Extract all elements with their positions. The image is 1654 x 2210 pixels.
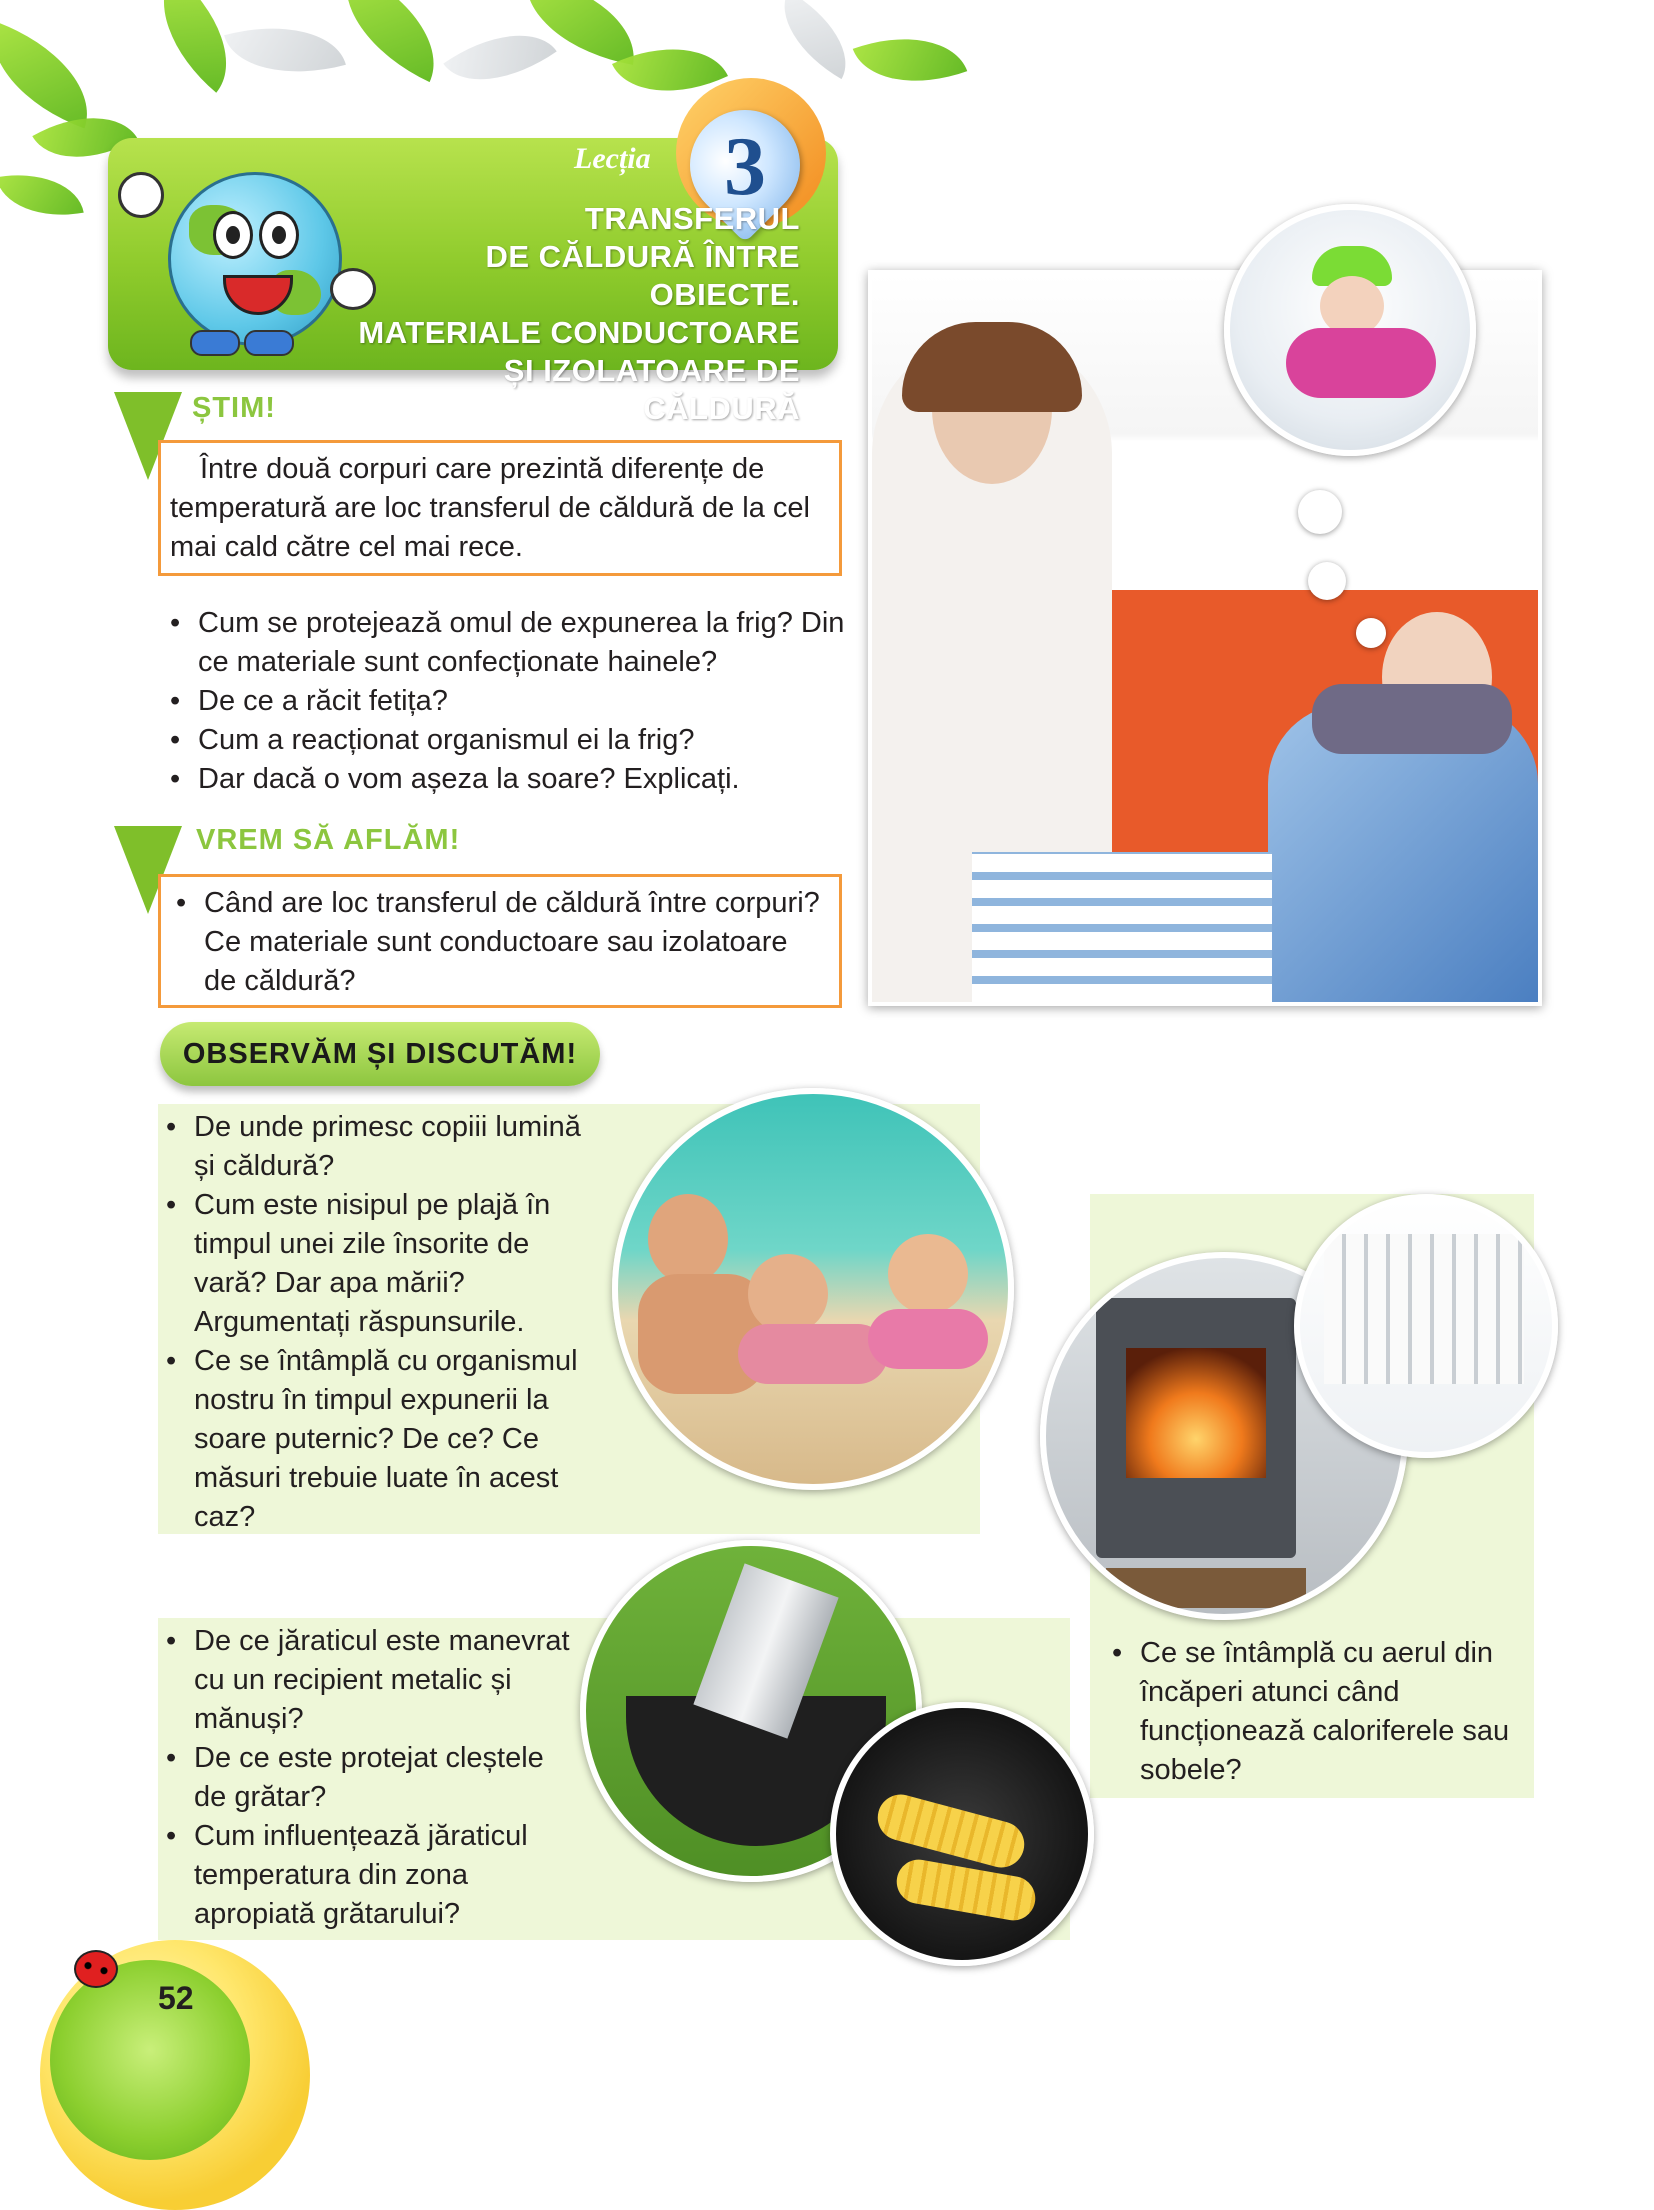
beach-children-photo — [612, 1088, 1014, 1490]
lesson-label: Lecția — [574, 142, 651, 175]
list-item: • Cum este nisipul pe plajă în timpul unei zile însorite de vară? Dar apa mării? Argumentați răspunsurile. — [162, 1186, 582, 1342]
page-number: 52 — [158, 1980, 194, 2016]
list-item: • De ce jăraticul este manevrat cu un recipient metalic și mănuși? — [162, 1622, 582, 1739]
snow-girl-photo — [1224, 204, 1476, 456]
list-item: • Cum a reacționat organismul ei la frig? — [166, 721, 846, 760]
list-item: • De ce a răcit fetița? — [166, 682, 846, 721]
vrem-heading: VREM SĂ AFLĂM! — [196, 824, 461, 856]
heating-questions — [1108, 1634, 1528, 1790]
grilled-corn-photo — [830, 1702, 1094, 1966]
list-item: • Cum influențează jăraticul temperatura din zona apropiată grătarului? — [162, 1817, 582, 1934]
list-item: • De unde primesc copiii lumină și căldură? — [162, 1108, 582, 1186]
beach-questions — [162, 1108, 582, 1537]
observam-heading: OBSERVĂM ȘI DISCUTĂM! — [182, 1038, 578, 1070]
list-item: • Dar dacă o vom așeza la soare? Explicați. — [166, 760, 846, 799]
thought-bubble-1 — [1298, 490, 1342, 534]
mascot-shoe-right — [244, 330, 294, 356]
vrem-list — [172, 884, 822, 1001]
stim-text: Între două corpuri care prezintă diferențe de temperatură are loc transferul de căldură de la cel mai cald către cel mai rece. — [170, 453, 810, 563]
list-item: • De ce este protejat cleștele de grătar? — [162, 1739, 582, 1817]
list-item: • Ce se întâmplă cu aerul din încăperi atunci când funcționează caloriferele sau sobele? — [1108, 1634, 1528, 1790]
thought-bubble-2 — [1308, 562, 1346, 600]
earth-mascot-illustration — [168, 172, 342, 346]
mascot-shoe-left — [190, 330, 240, 356]
list-item: • Cum se protejează omul de expunerea la frig? Din ce materiale sunt confecționate hainele? — [166, 604, 846, 682]
lesson-title: TRANSFERUL DE CĂLDURĂ ÎNTRE OBIECTE. MATERIALE CONDUCTOARE ȘI IZOLATOARE DE CĂLDURĂ — [358, 201, 800, 426]
stim-heading: ȘTIM! — [192, 392, 276, 424]
mascot-hand-left — [118, 172, 164, 218]
list-item: • Când are loc transferul de căldură între corpuri? Ce materiale sunt conductoare sau izolatoare de căldură? — [172, 884, 822, 1001]
questions-list — [166, 604, 846, 799]
mascot-hand-right — [330, 268, 376, 310]
thought-bubble-3 — [1356, 618, 1386, 648]
grill-questions — [162, 1622, 582, 1934]
lesson-number: 3 — [724, 120, 766, 213]
list-item: • Ce se întâmplă cu organismul nostru în timpul expunerii la soare puternic? De ce? Ce măsuri trebuie luate în acest caz? — [162, 1342, 582, 1537]
green-globe-decoration — [50, 1960, 250, 2160]
ladybug-icon — [74, 1950, 118, 1988]
radiator-photo — [1294, 1194, 1558, 1458]
